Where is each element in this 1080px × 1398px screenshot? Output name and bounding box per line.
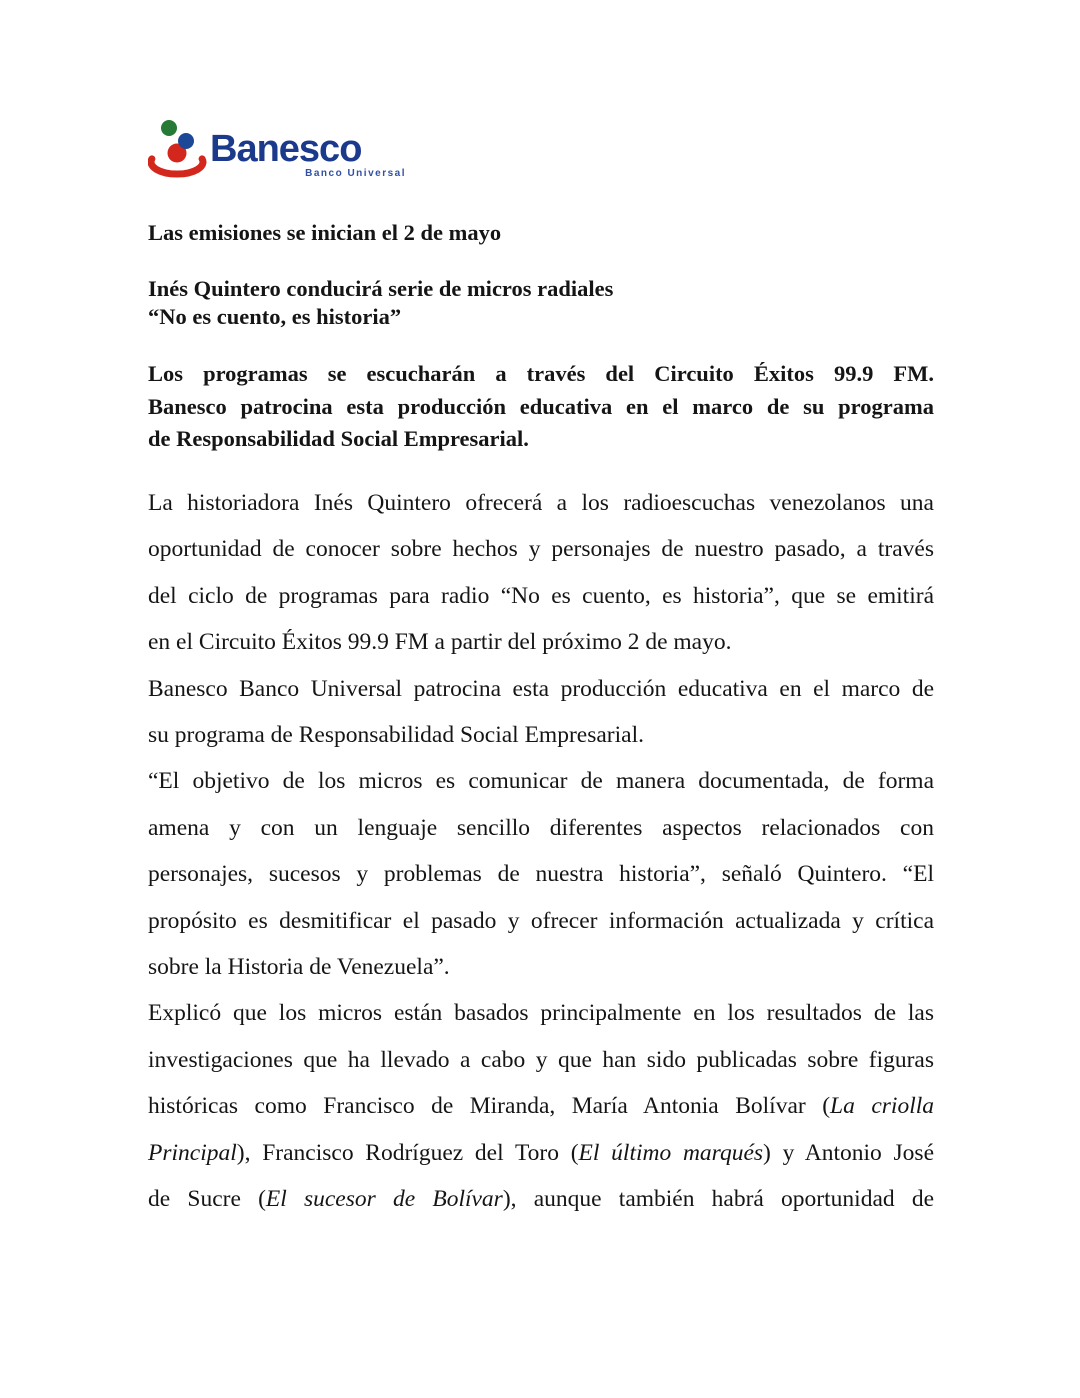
- text-run: Banesco patrocina esta producción educativa en el marco de su programa: [148, 393, 934, 419]
- text-line: [148, 944, 934, 990]
- text-line: [148, 1130, 934, 1176]
- text-line: [148, 1037, 934, 1083]
- text-run: su programa de Responsabilidad Social Empresarial.: [148, 722, 644, 749]
- text-line: [148, 358, 934, 391]
- text-line: [148, 758, 934, 804]
- text-run: Banesco Banco Universal patrocina esta producción educativa en el marco de: [148, 675, 934, 702]
- text-run: La historiadora Inés Quintero ofrecerá a los radioescuchas venezolanos una: [148, 490, 934, 516]
- text-run: “El objetivo de los micros es comunicar de manera documentada, de forma: [148, 768, 934, 795]
- text-run: personajes, sucesos y problemas de nuestra historia”, señaló Quintero. “El: [148, 861, 934, 888]
- text-line: [148, 1176, 934, 1222]
- italic-text-run: Principal: [148, 1139, 237, 1166]
- text-line: [148, 851, 934, 897]
- logo-blue-dot: [178, 133, 194, 149]
- body-paragraph: [148, 480, 934, 666]
- text-run: ), Francisco Rodríguez del Toro (: [236, 1139, 579, 1166]
- lead-paragraph: [148, 358, 934, 456]
- text-run: investigaciones que ha llevado a cabo y que han sido publicadas sobre figuras: [148, 1046, 934, 1073]
- text-run: Los programas se escucharán a través del Circuito Éxitos 99.9 FM.: [148, 361, 934, 386]
- text-run: de Responsabilidad Social Empresarial.: [148, 426, 529, 451]
- text-line: [148, 391, 934, 424]
- text-run: en el Circuito Éxitos 99.9 FM a partir del próximo 2 de mayo.: [148, 629, 732, 656]
- text-run: ) y Antonio José: [763, 1139, 935, 1166]
- italic-text-run: El último marqués: [578, 1139, 764, 1166]
- text-line: [148, 526, 934, 572]
- body-paragraph: [148, 666, 934, 759]
- banesco-logo-mark-icon: [148, 116, 210, 180]
- text-line: [148, 712, 934, 758]
- logo-wordmark: Banesco: [210, 128, 362, 170]
- text-line: [148, 1083, 934, 1129]
- text-run: propósito es desmitificar el pasado y ofrecer información actualizada y crítica: [148, 907, 934, 934]
- body-paragraph: [148, 758, 934, 990]
- text-run: ), aunque también habrá oportunidad de: [502, 1186, 934, 1213]
- text-run: históricas como Francisco de Miranda, María Antonia Bolívar (: [148, 1093, 831, 1120]
- banesco-logo: [148, 116, 423, 196]
- text-run: de Sucre (: [148, 1186, 266, 1213]
- text-run: sobre la Historia de Venezuela”.: [148, 954, 450, 981]
- text-line: [148, 573, 934, 619]
- body-text: [148, 480, 934, 1223]
- text-run: amena y con un lenguaje sencillo diferentes aspectos relacionados con: [148, 814, 934, 841]
- logo-tagline: Banco Universal: [305, 168, 406, 179]
- italic-text-run: El sucesor de Bolívar: [265, 1186, 503, 1213]
- text-line: [148, 805, 934, 851]
- italic-text-run: La criolla: [830, 1093, 934, 1120]
- subheadline: [148, 275, 934, 331]
- text-run: oportunidad de conocer sobre hechos y personajes de nuestro pasado, a través: [148, 536, 934, 563]
- text-line: [148, 666, 934, 712]
- text-line: [148, 990, 934, 1036]
- subheadline-line1: Inés Quintero conducirá serie de micros radiales: [148, 276, 614, 301]
- text-line: [148, 423, 934, 456]
- subheadline-line2: “No es cuento, es historia”: [148, 304, 402, 329]
- text-line: [148, 619, 934, 665]
- body-paragraph: [148, 990, 934, 1222]
- headline: Las emisiones se inician el 2 de mayo: [148, 220, 502, 245]
- text-run: del ciclo de programas para radio “No es cuento, es historia”, que se emitirá: [148, 582, 934, 609]
- text-line: [148, 898, 934, 944]
- text-line: [148, 480, 934, 526]
- logo-green-dot: [161, 120, 177, 136]
- text-run: Explicó que los micros están basados principalmente en los resultados de las: [148, 1000, 934, 1027]
